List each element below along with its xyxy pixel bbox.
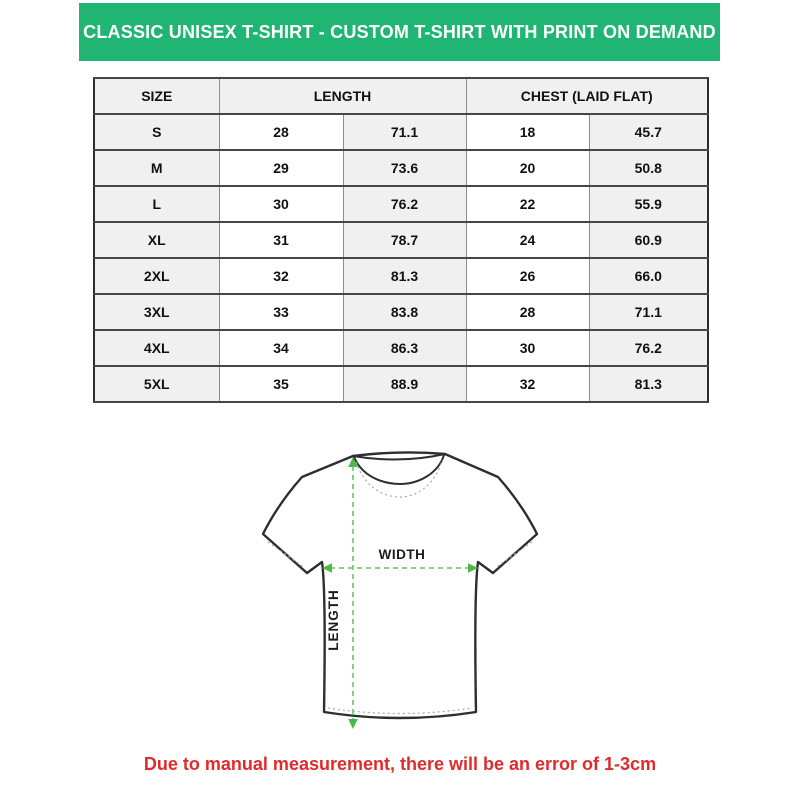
length-cm-cell: 81.3 <box>343 258 466 294</box>
chest-in-cell: 30 <box>466 330 589 366</box>
length-cm-cell: 88.9 <box>343 366 466 402</box>
length-in-cell: 34 <box>219 330 343 366</box>
size-cell: 3XL <box>94 294 219 330</box>
chest-in-cell: 28 <box>466 294 589 330</box>
length-in-cell: 35 <box>219 366 343 402</box>
length-cm-cell: 71.1 <box>343 114 466 150</box>
table-row <box>94 186 708 222</box>
col-header-length: LENGTH <box>219 78 466 114</box>
width-label: WIDTH <box>378 547 426 562</box>
chest-cm-cell: 60.9 <box>589 222 708 258</box>
table-row <box>94 114 708 150</box>
length-label: LENGTH <box>326 589 341 651</box>
length-in-cell: 30 <box>219 186 343 222</box>
chest-cm-cell: 81.3 <box>589 366 708 402</box>
chest-cm-cell: 66.0 <box>589 258 708 294</box>
page-title: CLASSIC UNISEX T-SHIRT - CUSTOM T-SHIRT WITH PRINT ON DEMAND <box>83 21 716 42</box>
length-cm-cell: 83.8 <box>343 294 466 330</box>
length-in-cell: 31 <box>219 222 343 258</box>
size-cell: XL <box>94 222 219 258</box>
chest-cm-cell: 71.1 <box>589 294 708 330</box>
col-header-chest: CHEST (LAID FLAT) <box>466 78 708 114</box>
size-cell: 4XL <box>94 330 219 366</box>
chest-in-cell: 22 <box>466 186 589 222</box>
size-table <box>93 77 709 403</box>
chest-cm-cell: 55.9 <box>589 186 708 222</box>
table-row <box>94 366 708 402</box>
length-cm-cell: 78.7 <box>343 222 466 258</box>
length-in-cell: 29 <box>219 150 343 186</box>
length-cm-cell: 73.6 <box>343 150 466 186</box>
table-row <box>94 222 708 258</box>
col-header-size: SIZE <box>94 78 219 114</box>
chest-cm-cell: 50.8 <box>589 150 708 186</box>
table-row <box>94 330 708 366</box>
chest-in-cell: 24 <box>466 222 589 258</box>
size-chart <box>93 77 707 403</box>
header-row <box>94 78 708 114</box>
title-banner <box>79 3 720 61</box>
length-in-cell: 33 <box>219 294 343 330</box>
size-cell: 2XL <box>94 258 219 294</box>
chest-in-cell: 26 <box>466 258 589 294</box>
chest-cm-cell: 45.7 <box>589 114 708 150</box>
size-cell: 5XL <box>94 366 219 402</box>
length-cm-cell: 86.3 <box>343 330 466 366</box>
table-row <box>94 294 708 330</box>
size-cell: S <box>94 114 219 150</box>
chest-in-cell: 32 <box>466 366 589 402</box>
length-in-cell: 28 <box>219 114 343 150</box>
tshirt-measurement-diagram <box>250 440 550 740</box>
size-cell: M <box>94 150 219 186</box>
length-in-cell: 32 <box>219 258 343 294</box>
table-row <box>94 150 708 186</box>
measurement-disclaimer: Due to manual measurement, there will be an error of 1-3cm <box>143 754 657 774</box>
chest-in-cell: 20 <box>466 150 589 186</box>
tshirt-outline <box>263 452 537 718</box>
chest-in-cell: 18 <box>466 114 589 150</box>
table-row <box>94 258 708 294</box>
chest-cm-cell: 76.2 <box>589 330 708 366</box>
length-cm-cell: 76.2 <box>343 186 466 222</box>
size-cell: L <box>94 186 219 222</box>
